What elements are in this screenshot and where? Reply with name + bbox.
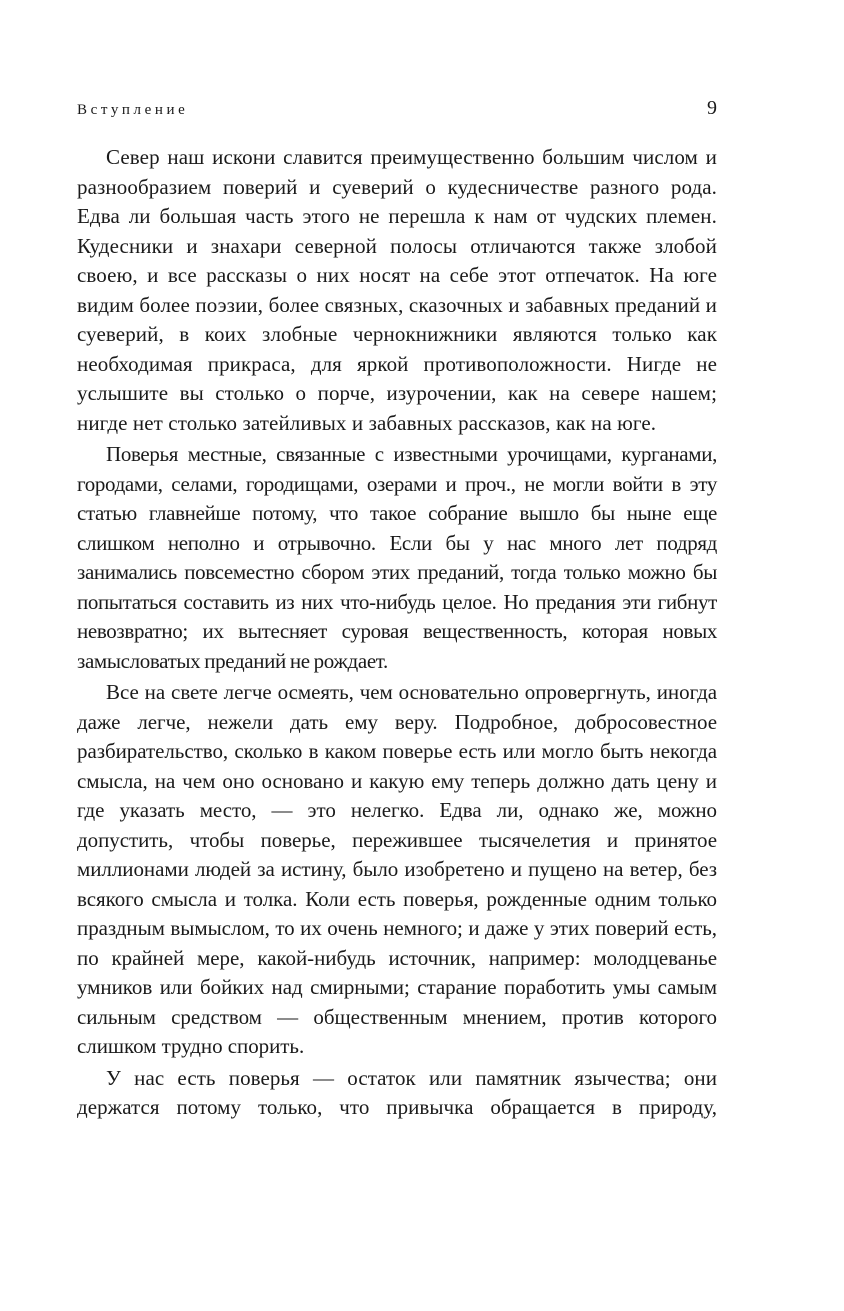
paragraph-4: У нас есть поверья — остаток или памятник язычества; они держатся потому только, что привычка обращается в природу,: [77, 1065, 717, 1119]
section-title: Вступление: [77, 102, 189, 118]
running-head: [77, 97, 717, 123]
paragraph-1: Север наш искони славится преимущественно большим числом и разнообразием поверий и суеверий о кудесничестве разного рода. Едва ли большая часть этого не перешла к нам от чудских племен. Кудесники и знахари северной полосы отличаются также злобой своею, и все рассказы о них носят на себе этот отпечаток. На юге видим более поэзии, более связных, сказочных и забавных преданий и суеверий, в коих злобные чернокнижники являются только как необходимая прикраса, для яркой противоположности. Нигде не услышите вы столько о порче, изурочении, как на севере нашем; нигде нет столько затейливых и забавных рассказов, как на юге.: [77, 145, 717, 435]
paragraph-3: Все на свете легче осмеять, чем основательно опровергнуть, иногда даже легче, нежели дать ему веру. Подробное, добросовестное разбирательство, сколько в каком поверье есть или могло быть некогда смысла, на чем оно основано и какую ему теперь должно дать цену и где указать место, — это нелегко. Едва ли, однако же, можно допустить, чтобы поверье, пережившее тысячелетия и принятое миллионами людей за истину, было изобретено и пущено на ветер, без всякого смысла и толка. Коли есть поверья, рожденные одним только праздным вымыслом, то их очень немного; и даже у этих поверий есть, по крайней мере, какой-нибудь источник, например: молодцеванье умников или бойких над смирными; старание поработить умы самым сильным средством — общественным мнением, против которого слишком трудно спорить.: [77, 680, 717, 1058]
body-text: [77, 143, 717, 1125]
paragraph-2: Поверья местные, связанные с известными урочищами, курганами, городами, селами, городищами, озерами и проч., не могли войти в эту статью главнейше потому, что такое собрание вышло бы ныне еще слишком неполно и отрывочно. Если бы у нас много лет подряд занимались повсеместно сбором этих преданий, тогда только можно бы попытаться составить из них что-нибудь целое. Но предания эти гибнут невозвратно; их вытесняет суровая вещественность, которая новых замысловатых преданий не рождает.: [77, 442, 717, 673]
page-number: 9: [707, 97, 717, 119]
